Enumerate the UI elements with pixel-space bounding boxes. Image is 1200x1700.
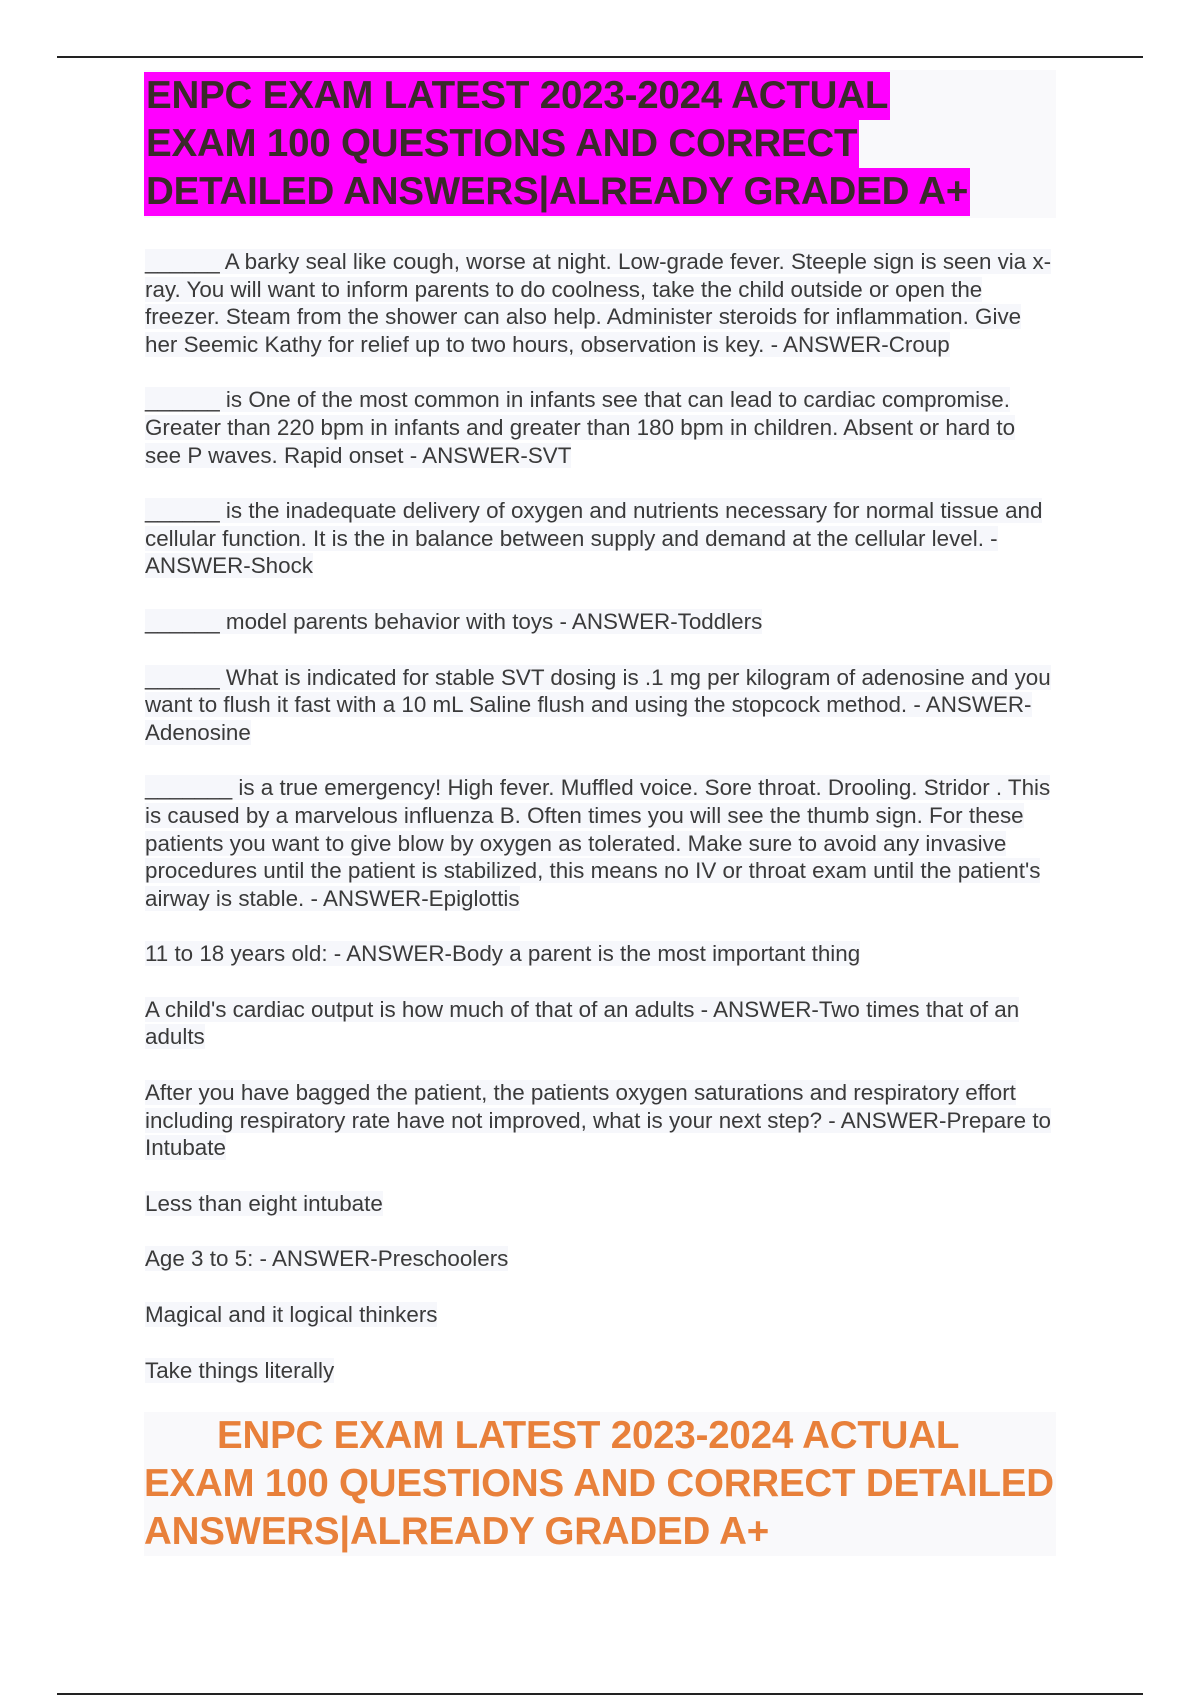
footer-title-block	[144, 1412, 1056, 1556]
header-title-line: EXAM 100 QUESTIONS AND CORRECT	[144, 120, 859, 168]
qa-item: ______ is One of the most common in infants see that can lead to cardiac compromise. Greater than 220 bpm in infants and greater than 180 bpm in children. Absent or hard to see P waves. Rapid onset - ANSWER-SVT	[145, 387, 1016, 468]
header-title-block	[144, 70, 1056, 218]
qa-item: 11 to 18 years old: - ANSWER-Body a parent is the most important thing	[145, 941, 861, 967]
footer-title: ENPC EXAM LATEST 2023-2024 ACTUAL EXAM 100 QUESTIONS AND CORRECT DETAILED ANSWERS|ALREADY GRADED A+	[144, 1414, 1054, 1554]
qa-item: _______ is a true emergency! High fever. Muffled voice. Sore throat. Drooling. Stridor . This is caused by a marvelous influenza B. Often times you will see the thumb sign. For these patients you want to give blow by oxygen as tolerated. Make sure to avoid any invasive procedures until the patient is stabilized, this means no IV or throat exam until the patient's airway is stable. - ANSWER-Epiglottis	[145, 775, 1051, 911]
qa-item: ______ is the inadequate delivery of oxygen and nutrients necessary for normal tissue and cellular function. It is the in balance between supply and demand at the cellular level. - ANSWER-Shock	[145, 498, 1043, 579]
qa-item: ______ A barky seal like cough, worse at night. Low-grade fever. Steeple sign is seen via x-ray. You will want to inform parents to do coolness, take the child outside or open the freezer. Steam from the shower can also help. Administer steroids for inflammation. Give her Seemic Kathy for relief up to two hours, observation is key. - ANSWER-Croup	[145, 249, 1052, 357]
qa-item: A child's cardiac output is how much of that of an adults - ANSWER-Two times that of an adults	[145, 996, 1020, 1050]
header-title-line: ENPC EXAM LATEST 2023-2024 ACTUAL	[144, 72, 890, 120]
document-page	[145, 70, 1055, 1556]
qa-list	[145, 248, 1055, 1384]
qa-item: Magical and it logical thinkers	[145, 1302, 438, 1328]
top-rule	[57, 56, 1143, 58]
qa-item: After you have bagged the patient, the patients oxygen saturations and respiratory effort including respiratory rate have not improved, what is your next step? - ANSWER-Prepare to Intubate	[145, 1080, 1051, 1161]
header-title-line: DETAILED ANSWERS|ALREADY GRADED A+	[144, 168, 970, 216]
qa-item: Less than eight intubate	[145, 1190, 383, 1216]
header-title	[144, 72, 1056, 216]
qa-item: ______ What is indicated for stable SVT dosing is .1 mg per kilogram of adenosine and you want to flush it fast with a 10 mL Saline flush and using the stopcock method. - ANSWER-Adenosine	[145, 664, 1051, 745]
qa-item: Age 3 to 5: - ANSWER-Preschoolers	[145, 1246, 509, 1272]
qa-item: ______ model parents behavior with toys - ANSWER-Toddlers	[145, 608, 763, 634]
qa-item: Take things literally	[145, 1357, 335, 1383]
bottom-rule	[57, 1693, 1143, 1695]
